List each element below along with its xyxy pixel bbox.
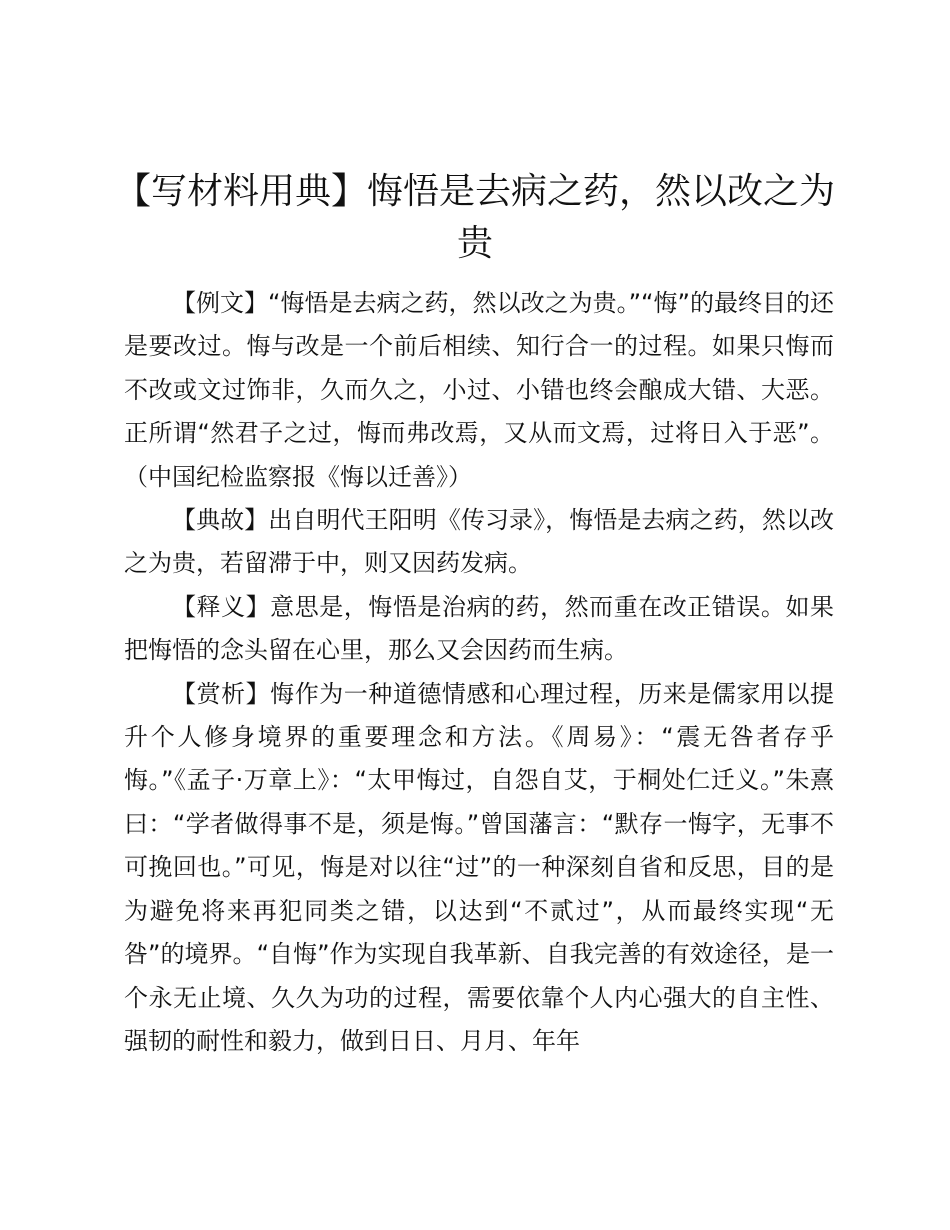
paragraph-analysis: 【赏析】悔作为一种道德情感和心理过程，历来是儒家用以提升个人修身境界的重要理念和方法。《周易》：“震无咎者存乎悔。”《孟子·万章上》：“太甲悔过，自怨自艾，于桐处仁迁义。”朱熹曰：“学者做得事不是，须是悔。”曾国藩言：“默存一悔字，无事不可挽回也。”可见，悔是对以往“过”的一种深刻自省和反思，目的是为避免将来再犯同类之错，以达到“不贰过”，从而最终实现“无咎”的境界。“自悔”作为实现自我革新、自我完善的有效途径，是一个永无止境、久久为功的过程，需要依靠个人内心强大的自主性、强韧的耐性和毅力，做到日日、月月、年年 [124,679,834,1055]
paragraph-meaning: 【释义】意思是，悔悟是治病的药，然而重在改正错误。如果把悔悟的念头留在心里，那么又会因药而生病。 [124,592,834,665]
document-body [124,282,834,1063]
paragraph-allusion: 【典故】出自明代王阳明《传习录》，悔悟是去病之药，然以改之为贵，若留滞于中，则又因药发病。 [124,506,834,578]
document-title: 【写材料用典】悔悟是去病之药，然以改之为贵 [114,171,835,264]
paragraph-example: 【例文】“悔悟是去病之药，然以改之为贵。”“悔”的最终目的还是要改过。悔与改是一个前后相续、知行合一的过程。如果只悔而不改或文过饰非，久而久之，小过、小错也终会酿成大错、大恶。正所谓“然君子之过，悔而弗改焉，又从而文焉，过将日入于恶”。（中国纪检监察报《悔以迁善》） [124,289,834,491]
